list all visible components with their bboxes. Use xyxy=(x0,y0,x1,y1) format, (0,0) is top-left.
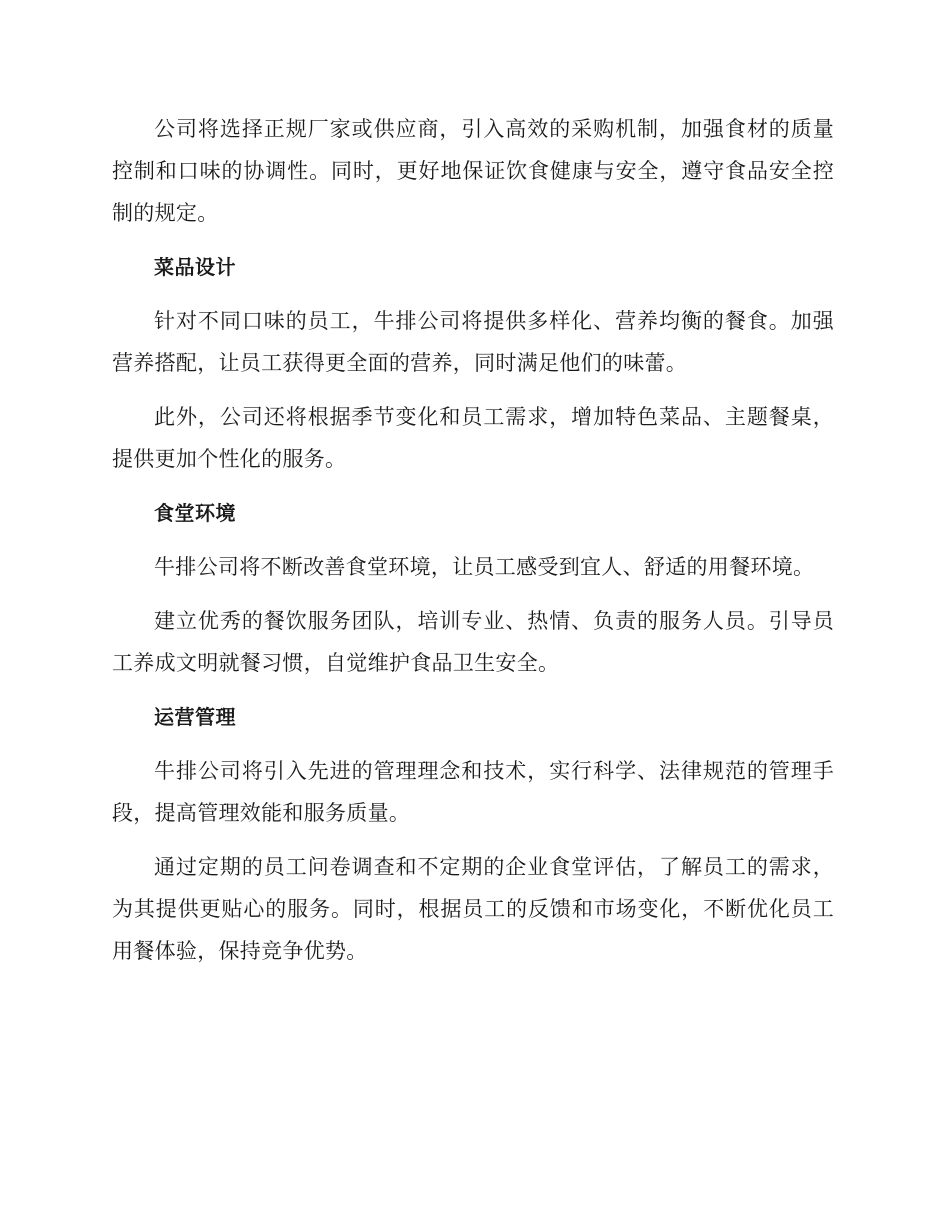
document-page xyxy=(112,108,834,972)
paragraph-menu-seasonal: 此外，公司还将根据季节变化和员工需求，增加特色菜品、主题餐桌，提供更加个性化的服务。 xyxy=(112,405,834,471)
heading-menu-design: 菜品设计 xyxy=(154,255,236,279)
paragraph-menu-variety: 针对不同口味的员工，牛排公司将提供多样化、营养均衡的餐食。加强营养搭配，让员工获得更全面的营养，同时满足他们的味蕾。 xyxy=(112,309,834,375)
paragraph-procurement: 公司将选择正规厂家或供应商，引入高效的采购机制，加强食材的质量控制和口味的协调性。同时，更好地保证饮食健康与安全，遵守食品安全控制的规定。 xyxy=(112,117,834,225)
paragraph-service-team: 建立优秀的餐饮服务团队，培训专业、热情、负责的服务人员。引导员工养成文明就餐习惯，自觉维护食品卫生安全。 xyxy=(112,609,834,675)
heading-canteen-environment: 食堂环境 xyxy=(154,501,236,525)
paragraph-environment: 牛排公司将不断改善食堂环境，让员工感受到宜人、舒适的用餐环境。 xyxy=(154,555,815,579)
paragraph-management: 牛排公司将引入先进的管理理念和技术，实行科学、法律规范的管理手段，提高管理效能和服务质量。 xyxy=(112,759,834,825)
paragraph-feedback: 通过定期的员工问卷调查和不定期的企业食堂评估，了解员工的需求，为其提供更贴心的服务。同时，根据员工的反馈和市场变化，不断优化员工用餐体验，保持竞争优势。 xyxy=(112,855,834,963)
heading-operations-management: 运营管理 xyxy=(154,705,236,729)
